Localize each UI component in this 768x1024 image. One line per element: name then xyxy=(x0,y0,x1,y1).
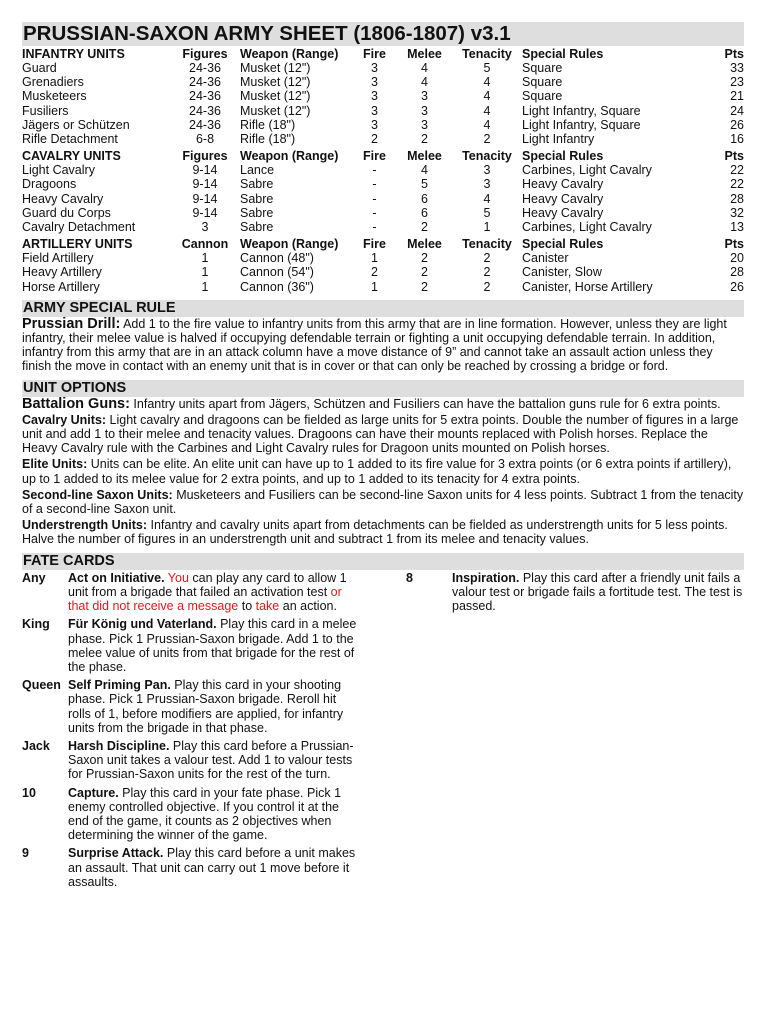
column-header: Tenacity xyxy=(462,149,512,164)
table-cell: Musket (12") xyxy=(240,61,311,75)
table-cell: 16 xyxy=(730,132,744,147)
cavalry-section xyxy=(22,146,744,234)
fate-card-description: Play this card in a melee phase. Pick 1 Prussian-Saxon brigade. Add 1 to the melee value of units from that brigade for the rest of the phase. xyxy=(68,617,357,674)
fate-cards-heading: FATE CARDS xyxy=(22,553,744,570)
unit-option-name: Cavalry Units: xyxy=(22,412,107,427)
table-cell: Rifle (18") xyxy=(240,132,296,147)
table-cell: 4 xyxy=(483,117,491,132)
fate-card-row xyxy=(406,571,744,614)
unit-option-name: Battalion Guns: xyxy=(22,395,130,412)
column-header: Melee xyxy=(407,237,442,252)
unit-option xyxy=(22,457,744,485)
column-header: Pts xyxy=(724,149,744,164)
column-header: Melee xyxy=(407,47,442,61)
table-row xyxy=(22,104,744,118)
rule-text: Add 1 to the fire value to infantry units from this army that are in line formation. However, unless they are light infantry, their melee value is halved if occupying defendable terrain or fighting a unit occupying defendable terrain. In addition, infantry from this army that are in an attack column have a move distance of 9” and cannot take an assault action unless they finish the move in contact with an enemy unit that is in cover or that can only be reached by crossing a bridge or ford. xyxy=(22,316,727,374)
fate-card-description: Play this card in your fate phase. Pick 1 enemy controlled objective. If you control it at the end of the game, it counts as 2 objectives when determining the winner of the game. xyxy=(68,785,342,843)
fate-card-row xyxy=(22,617,360,674)
column-header: Special Rules xyxy=(522,237,604,252)
unit-option-text: Light cavalry and dragoons can be fielded as large units for 5 extra points. Double the number of figures in a large unit and add 1 to their melee and tenacity values. Dragoons can have their mounts replaced with Polish horses. Replace the Heavy Cavalry rule with the Carbines and Light Cavalry rules for Dragoon units mounted on Polish horses. xyxy=(22,412,739,456)
table-cell: 2 xyxy=(371,132,378,147)
unit-option xyxy=(22,397,744,411)
fate-text-part: can play any card to allow 1 unit from a brigade that failed an activation test xyxy=(68,570,347,599)
table-cell: Musket (12") xyxy=(240,89,311,104)
table-cell: Heavy Cavalry xyxy=(522,177,604,192)
table-cell: Lance xyxy=(240,163,275,178)
table-row xyxy=(22,280,744,294)
column-header: Special Rules xyxy=(522,149,604,164)
column-header: Cannon xyxy=(181,237,229,252)
table-cell: 1 xyxy=(201,265,209,280)
table-cell: 13 xyxy=(730,220,744,235)
table-cell: 3 xyxy=(421,103,428,118)
fate-text-highlight: You xyxy=(167,570,189,585)
table-cell: Canister xyxy=(522,251,569,266)
fate-card-description: Play this card before a unit makes an assault. That unit can carry out 1 move before it assaults. xyxy=(68,846,356,889)
table-cell: 2 xyxy=(371,265,378,280)
fate-card-text xyxy=(68,571,360,614)
table-row xyxy=(22,89,744,103)
unit-option-name: Understrength Units: xyxy=(22,518,147,533)
fate-text-part: an action. xyxy=(279,599,337,614)
table-row xyxy=(22,265,744,279)
table-cell: 1 xyxy=(371,279,378,294)
table-cell: 24-36 xyxy=(189,75,221,90)
table-cell: Heavy Artillery xyxy=(22,265,102,280)
table-cell: Dragoons xyxy=(22,177,77,192)
column-header: Fire xyxy=(363,149,386,164)
page-title: PRUSSIAN-SAXON ARMY SHEET (1806-1807) v3.1 xyxy=(22,22,744,46)
table-cell: 22 xyxy=(730,163,744,178)
table-cell: 9-14 xyxy=(192,205,218,220)
table-cell: Light Infantry xyxy=(522,132,595,147)
table-cell: 2 xyxy=(483,132,491,147)
unit-option xyxy=(22,413,744,456)
unit-option xyxy=(22,488,744,516)
table-cell: Guard du Corps xyxy=(22,205,111,220)
table-cell: 2 xyxy=(483,251,491,266)
table-cell: - xyxy=(372,220,377,235)
fate-card-row xyxy=(22,739,360,782)
table-cell: 1 xyxy=(483,220,491,235)
column-header: Fire xyxy=(363,237,386,252)
table-cell: 3 xyxy=(483,177,491,192)
table-cell: 24-36 xyxy=(189,89,221,104)
fate-card-text xyxy=(452,571,744,614)
table-cell: 2 xyxy=(483,265,491,280)
table-cell: 3 xyxy=(371,61,378,75)
table-cell: 6 xyxy=(421,191,428,206)
table-row xyxy=(22,220,744,234)
table-cell: Square xyxy=(522,61,563,75)
table-cell: Fusiliers xyxy=(22,103,69,118)
fate-card-row xyxy=(22,571,360,614)
column-header: Figures xyxy=(182,149,228,164)
table-header-row xyxy=(22,234,744,251)
fate-text-part: to xyxy=(238,599,256,614)
table-cell: 23 xyxy=(730,75,744,90)
column-header: Weapon (Range) xyxy=(240,47,339,61)
table-cell: 3 xyxy=(201,220,209,235)
unit-option-text: Infantry units apart from Jägers, Schützen and Fusiliers can have the battalion guns rule for 6 extra points. xyxy=(129,396,721,411)
fate-card-name: Inspiration. xyxy=(452,570,520,585)
table-cell: - xyxy=(372,163,377,178)
table-cell: 20 xyxy=(730,251,744,266)
table-cell: Light Infantry, Square xyxy=(522,117,641,132)
table-cell: Canister, Slow xyxy=(522,265,602,280)
table-cell: 3 xyxy=(421,117,428,132)
column-header: INFANTRY UNITS xyxy=(22,47,125,61)
fate-card-name: Self Priming Pan. xyxy=(68,678,171,693)
table-cell: 5 xyxy=(483,61,491,75)
table-cell: Guard xyxy=(22,61,57,75)
table-cell: 21 xyxy=(730,89,744,104)
fate-card-value: King xyxy=(22,617,50,632)
table-cell: Rifle Detachment xyxy=(22,132,118,147)
table-cell: Grenadiers xyxy=(22,75,84,90)
table-cell: 24-36 xyxy=(189,61,221,75)
table-cell: 32 xyxy=(730,205,744,220)
table-cell: 9-14 xyxy=(192,163,218,178)
fate-card-name: Capture. xyxy=(68,785,119,800)
table-cell: Jägers or Schützen xyxy=(22,117,130,132)
table-cell: Sabre xyxy=(240,205,274,220)
table-row xyxy=(22,61,744,75)
fate-card-text xyxy=(68,786,360,843)
table-cell: 4 xyxy=(421,61,428,75)
table-cell: 3 xyxy=(483,163,491,178)
army-sheet xyxy=(22,22,744,931)
fate-card-description: Play this card before a Prussian-Saxon unit takes a valour test. Add 1 to valour tests for Prussian-Saxon units for the rest of the turn. xyxy=(68,738,354,782)
fate-card-text xyxy=(68,617,360,674)
column-header: Pts xyxy=(724,47,744,61)
table-cell: Carbines, Light Cavalry xyxy=(522,163,652,178)
table-row xyxy=(22,206,744,220)
table-cell: Square xyxy=(522,89,563,104)
fate-card-value: Any xyxy=(22,570,46,585)
table-cell: - xyxy=(372,191,377,206)
table-cell: Sabre xyxy=(240,177,274,192)
fate-card-description: Play this card after a friendly unit fails a valour test or brigade fails a fortitude test. The test is passed. xyxy=(452,570,743,614)
fate-card-value: 8 xyxy=(406,570,413,585)
table-cell: Heavy Cavalry xyxy=(522,205,604,220)
table-cell: 4 xyxy=(483,89,491,104)
table-cell: Heavy Cavalry xyxy=(522,191,604,206)
table-cell: 4 xyxy=(421,75,428,90)
table-cell: 2 xyxy=(483,279,491,294)
table-cell: 3 xyxy=(371,89,378,104)
table-cell: Cannon (48") xyxy=(240,251,314,266)
table-cell: 2 xyxy=(421,220,428,235)
column-header: Weapon (Range) xyxy=(240,149,339,164)
table-cell: Carbines, Light Cavalry xyxy=(522,220,652,235)
table-cell: 2 xyxy=(421,132,428,147)
table-cell: 4 xyxy=(483,75,491,90)
column-header: ARTILLERY UNITS xyxy=(22,237,133,252)
table-cell: 9-14 xyxy=(192,177,218,192)
unit-option-text: Units can be elite. An elite unit can have up to 1 added to its fire value for 3 extra points (or 6 extra points if artillery), up to 1 added to its melee value for 2 extra points, and up to 1 added to its tenacity for 4 extra points. xyxy=(22,457,732,486)
fate-card-value: Jack xyxy=(22,738,50,753)
table-row xyxy=(22,251,744,265)
unit-option xyxy=(22,518,744,546)
table-cell: Musketeers xyxy=(22,89,87,104)
table-cell: Musket (12") xyxy=(240,75,311,90)
rule-name: Prussian Drill: xyxy=(22,315,121,332)
column-header: Special Rules xyxy=(522,47,604,61)
table-header-row xyxy=(22,46,744,61)
table-row xyxy=(22,192,744,206)
fate-text-highlight: take xyxy=(255,599,280,614)
fate-card-description: Play this card in your shooting phase. Pick 1 Prussian-Saxon brigade. Reroll hit rolls of 1, before modifiers are applied, for infantry units from the brigade in that phase. xyxy=(68,678,344,735)
table-cell: 1 xyxy=(201,279,209,294)
table-cell: Horse Artillery xyxy=(22,279,100,294)
table-cell: Heavy Cavalry xyxy=(22,191,104,206)
table-cell: Sabre xyxy=(240,220,274,235)
table-cell: Light Cavalry xyxy=(22,163,95,178)
army-special-rule-heading: ARMY SPECIAL RULE xyxy=(22,300,744,317)
unit-option-name: Second-line Saxon Units: xyxy=(22,487,173,502)
table-cell: 4 xyxy=(483,191,491,206)
fate-text-highlight: or that did not receive a message xyxy=(68,584,342,614)
fate-card-text xyxy=(68,739,360,782)
table-row xyxy=(22,118,744,132)
fate-cards xyxy=(22,571,744,931)
table-row xyxy=(22,75,744,89)
infantry-section xyxy=(22,46,744,146)
table-row xyxy=(22,163,744,177)
fate-card-text xyxy=(68,846,360,889)
table-cell: Cannon (36") xyxy=(240,279,314,294)
column-header: Weapon (Range) xyxy=(240,237,339,252)
table-row xyxy=(22,177,744,191)
unit-option-name: Elite Units: xyxy=(22,457,88,472)
fate-card-text xyxy=(68,678,360,735)
table-cell: 2 xyxy=(421,251,428,266)
table-cell: 9-14 xyxy=(192,191,218,206)
column-header: Figures xyxy=(182,47,228,61)
table-cell: 3 xyxy=(371,117,378,132)
table-cell: Light Infantry, Square xyxy=(522,103,641,118)
unit-options-heading: UNIT OPTIONS xyxy=(22,380,744,397)
fate-card-name: Für König und Vaterland. xyxy=(68,617,217,632)
table-cell: Rifle (18") xyxy=(240,117,296,132)
table-cell: 28 xyxy=(730,191,744,206)
fate-card-name: Act on Initiative. xyxy=(68,570,165,585)
table-cell: 33 xyxy=(730,61,744,75)
table-cell: - xyxy=(372,177,377,192)
fate-cards-left-column xyxy=(22,571,360,893)
unit-option-text: Musketeers and Fusiliers can be second-line Saxon units for 4 less points. Subtract 1 from the tenacity of a second-line Saxon unit. xyxy=(22,487,744,517)
table-row xyxy=(22,132,744,146)
fate-cards-right-column xyxy=(406,571,744,618)
table-cell: 26 xyxy=(730,117,744,132)
table-cell: Square xyxy=(522,75,563,90)
table-cell: 22 xyxy=(730,177,744,192)
table-cell: 3 xyxy=(371,103,378,118)
table-cell: 24-36 xyxy=(189,103,221,118)
fate-card-row xyxy=(22,678,360,735)
table-cell: 28 xyxy=(730,265,744,280)
table-cell: 3 xyxy=(421,89,428,104)
table-cell: 1 xyxy=(371,251,378,266)
table-cell: 2 xyxy=(421,265,428,280)
table-cell: 24 xyxy=(730,103,744,118)
table-cell: 3 xyxy=(371,75,378,90)
units-table xyxy=(22,46,744,294)
fate-card-row xyxy=(22,846,360,889)
table-cell: 1 xyxy=(201,251,209,266)
column-header: Tenacity xyxy=(462,47,512,61)
column-header: Tenacity xyxy=(462,237,512,252)
table-cell: 4 xyxy=(421,163,428,178)
table-cell: Cavalry Detachment xyxy=(22,220,136,235)
table-cell: Musket (12") xyxy=(240,103,311,118)
table-cell: 6-8 xyxy=(195,132,215,147)
table-cell: Cannon (54") xyxy=(240,265,314,280)
unit-option-text: Infantry and cavalry units apart from detachments can be fielded as understrength units for 5 less points. Halve the number of figures in an understrength unit and subtract 1 from its melee and tenacity values. xyxy=(22,518,728,547)
table-header-row xyxy=(22,146,744,163)
table-cell: 26 xyxy=(730,279,744,294)
table-cell: Sabre xyxy=(240,191,274,206)
army-special-rule xyxy=(22,317,744,374)
fate-card-value: 10 xyxy=(22,785,36,800)
fate-card-row xyxy=(22,786,360,843)
column-header: CAVALRY UNITS xyxy=(22,149,121,164)
table-cell: Field Artillery xyxy=(22,251,94,266)
fate-card-name: Surprise Attack. xyxy=(68,846,164,861)
column-header: Melee xyxy=(407,149,442,164)
column-header: Pts xyxy=(724,237,744,252)
table-cell: 5 xyxy=(483,205,491,220)
table-cell: 6 xyxy=(421,205,428,220)
table-cell: 5 xyxy=(421,177,428,192)
table-cell: 24-36 xyxy=(189,117,221,132)
fate-card-value: Queen xyxy=(22,678,61,693)
table-cell: 2 xyxy=(421,279,428,294)
unit-options-list xyxy=(22,397,744,547)
table-cell: 4 xyxy=(483,103,491,118)
artillery-section xyxy=(22,234,744,294)
table-cell: Canister, Horse Artillery xyxy=(522,279,653,294)
column-header: Fire xyxy=(363,47,386,61)
fate-card-value: 9 xyxy=(22,846,29,861)
fate-card-name: Harsh Discipline. xyxy=(68,738,170,753)
table-cell: - xyxy=(372,205,377,220)
